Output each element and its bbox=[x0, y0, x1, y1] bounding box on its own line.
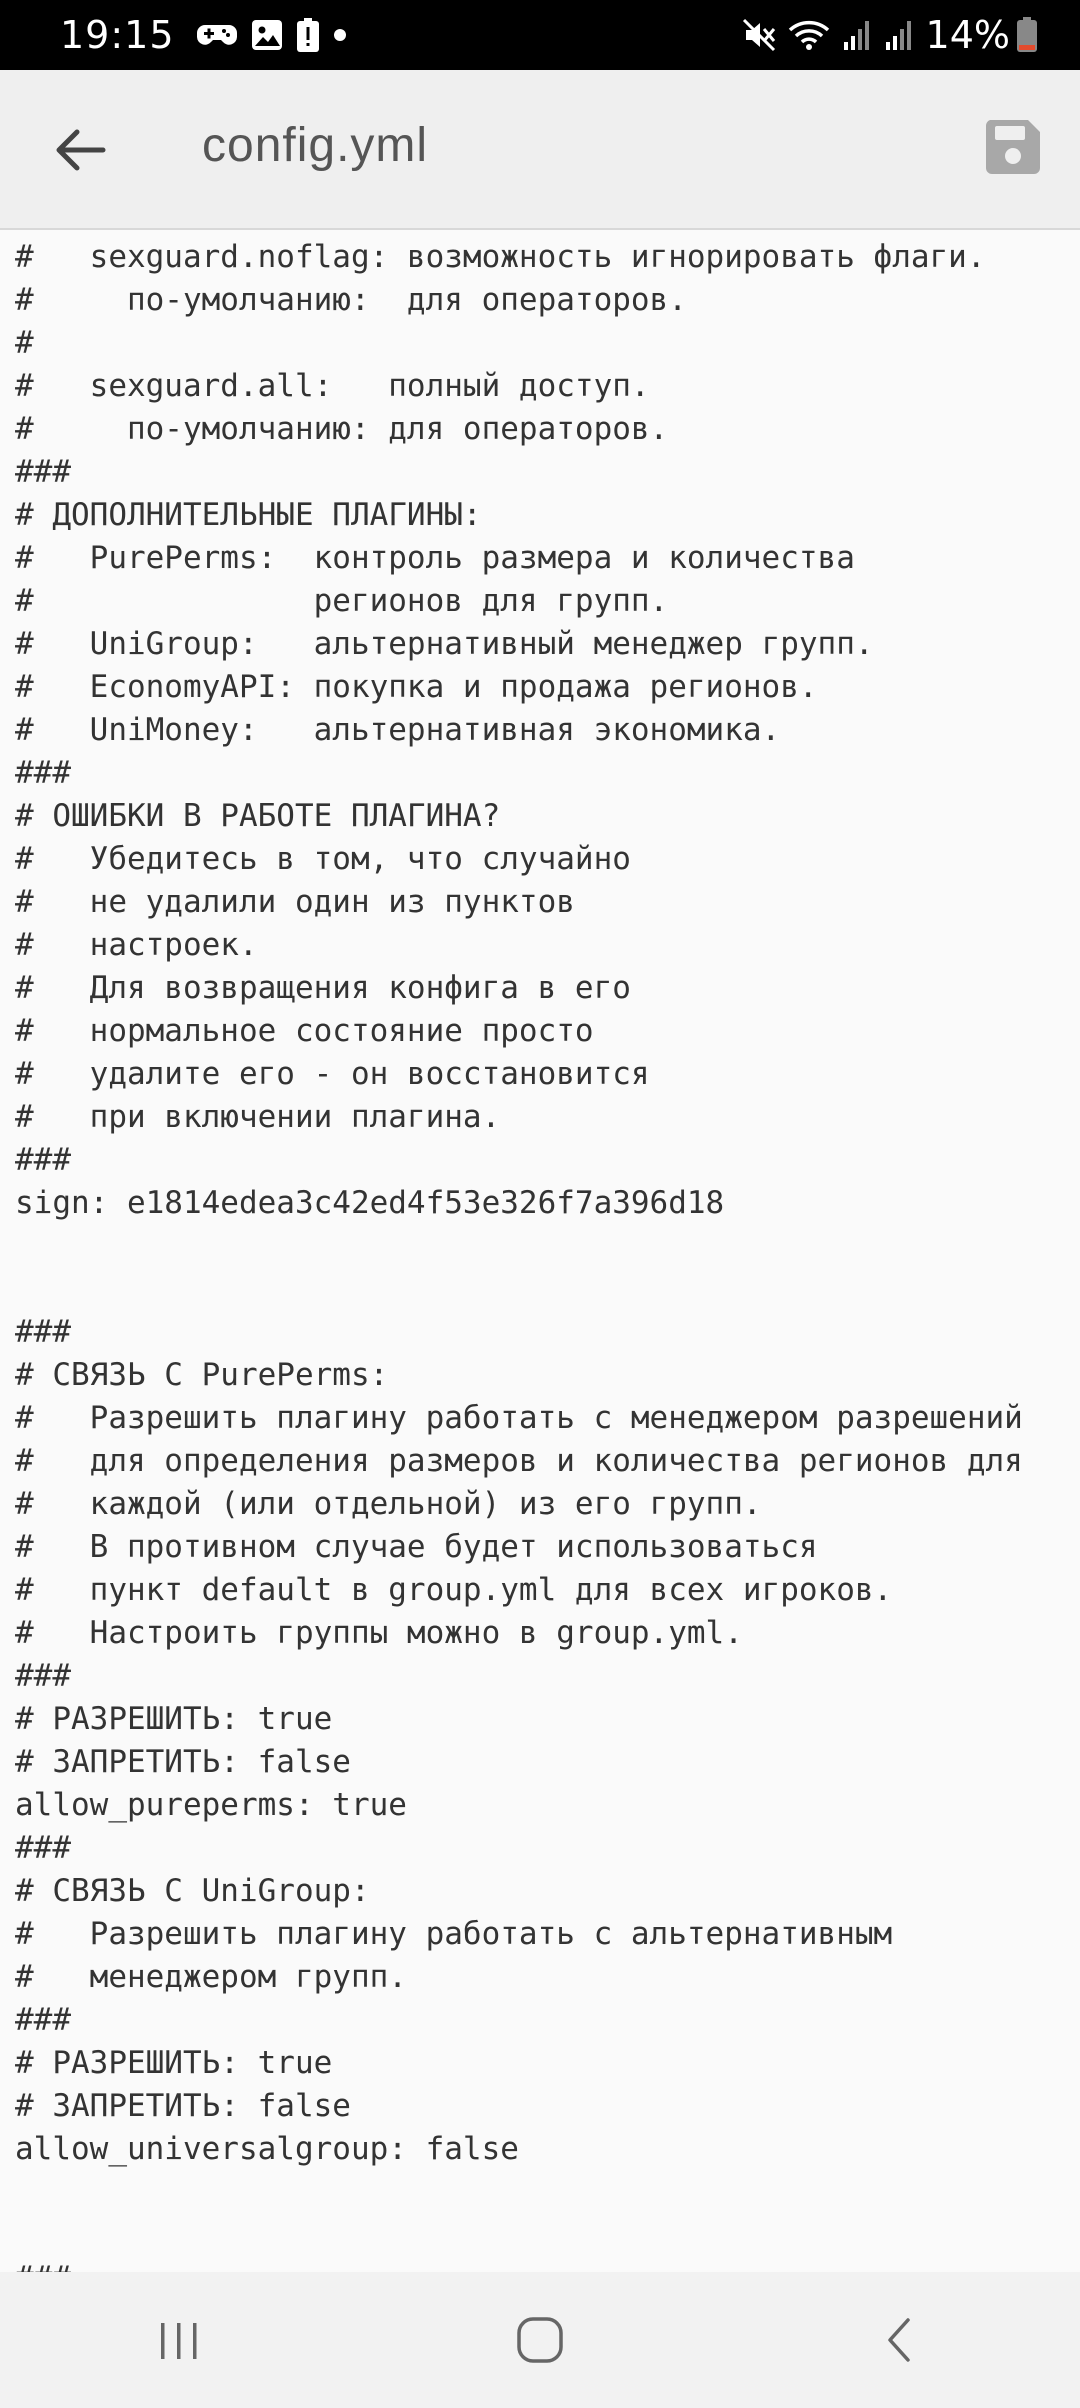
gamepad-icon bbox=[197, 21, 237, 49]
page-title: config.yml bbox=[202, 119, 429, 172]
save-button[interactable] bbox=[978, 112, 1048, 182]
recents-icon bbox=[155, 2315, 205, 2365]
dot-icon bbox=[333, 28, 347, 42]
status-right bbox=[742, 13, 1050, 57]
arrow-left-icon bbox=[53, 128, 107, 172]
status-time: 19:15 bbox=[60, 13, 175, 57]
mute-icon bbox=[742, 18, 776, 52]
status-bar bbox=[0, 0, 1080, 70]
battery-icon bbox=[1016, 17, 1038, 53]
code-editor[interactable] bbox=[0, 236, 1080, 2272]
recents-button[interactable] bbox=[120, 2290, 240, 2390]
back-icon bbox=[880, 2314, 920, 2366]
back-button[interactable] bbox=[40, 110, 120, 190]
battery-percent: 14% bbox=[925, 13, 1010, 57]
signal-2-icon bbox=[884, 18, 914, 52]
editor-text[interactable]: # sexguard.noflag: возможность игнорировать флаги. # по-умолчанию: для операторов. # # sexguard.all: полный доступ. # по-умолчанию: для операторов. ### # ДОПОЛНИТЕЛЬНЫЕ ПЛАГИНЫ: # PurePerms: контроль размера и количества # регионов для групп. # UniGroup: альтернативный менеджер групп. # EconomyAPI: покупка и продажа регионов. # UniMoney: альтернативная экономика. ### # ОШИБКИ В РАБОТЕ ПЛАГИНА? # Убедитесь в том, что случайно # не удалили один из пунктов # настроек. # Для возвращения конфига в его # нормальное состояние просто # удалите его - он восстановится # при включении плагина. ### sign: e1814edea3c42ed4f53e326f7a396d18 ### # СВЯЗЬ С PurePerms: # Разрешить плагину работать с менеджером разрешений # для определения размеров и количества регионов для # каждой (или отдельной) из его групп. # В противном случае будет использоваться # пункт default в group.yml для всех игроков. # Настроить группы можно в group.yml. ### # РАЗРЕШИТЬ: true # ЗАПРЕТИТЬ: false allow_pureperms: true ### # СВЯЗЬ С UniGroup: # Разрешить плагину работать с альтернативным # менеджером групп. ### # РАЗРЕШИТЬ: true # ЗАПРЕТИТЬ: false allow_universalgroup: false bbox=[15, 239, 1023, 2167]
navigation-bar bbox=[0, 2272, 1080, 2408]
status-left bbox=[60, 13, 361, 57]
battery-alert-icon bbox=[297, 18, 319, 52]
wifi-icon bbox=[788, 18, 830, 52]
app-bar bbox=[0, 70, 1080, 230]
home-button[interactable] bbox=[480, 2290, 600, 2390]
save-icon bbox=[984, 118, 1042, 176]
home-icon bbox=[514, 2314, 566, 2366]
image-icon bbox=[251, 19, 283, 51]
nav-back-button[interactable] bbox=[840, 2290, 960, 2390]
signal-1-icon bbox=[842, 18, 872, 52]
